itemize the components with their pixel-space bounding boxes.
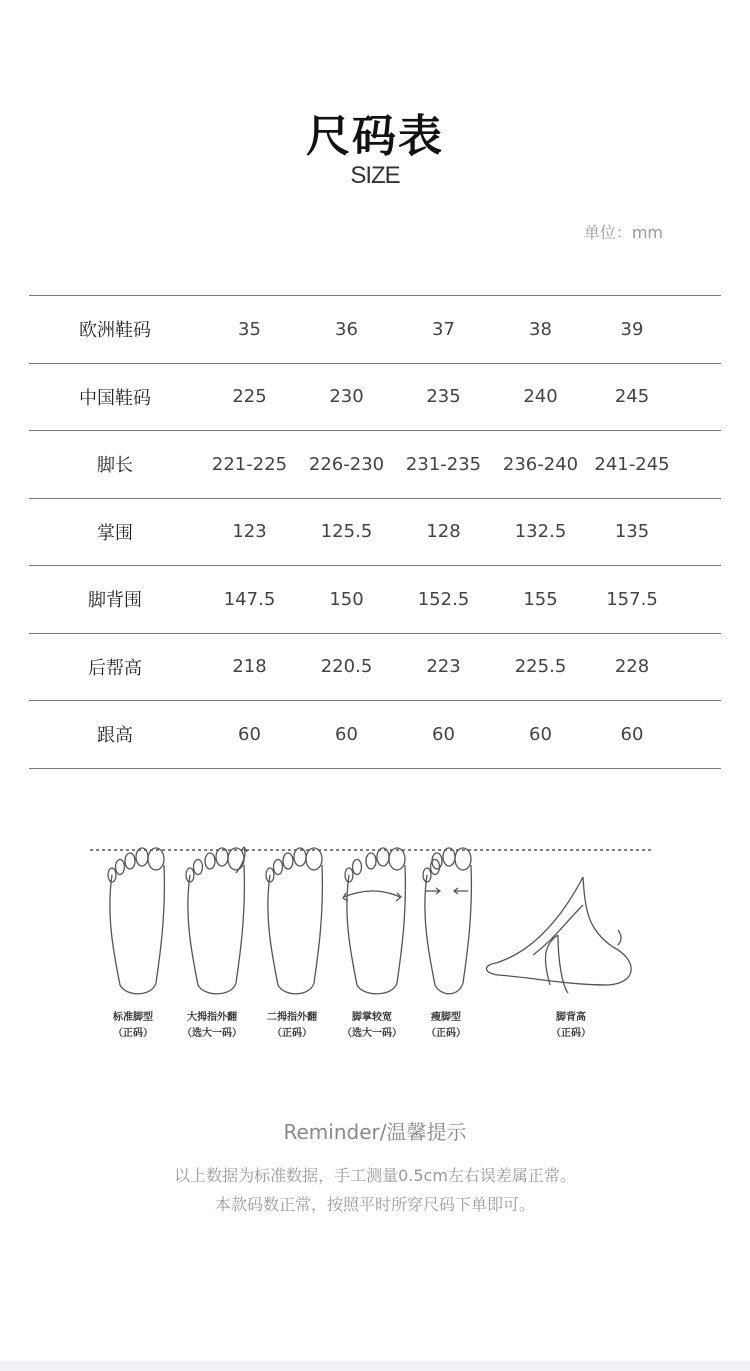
foot-type-name: 二拇指外翻 (267, 1012, 317, 1023)
front-foot-drawing (423, 848, 471, 994)
size-cell: 37 (432, 318, 455, 340)
foot-type-advice: （正码） (551, 1028, 591, 1039)
foot-type-label (406, 1010, 486, 1042)
foot-type-name: 脚背高 (556, 1012, 586, 1023)
size-cell: 236-240 (502, 453, 579, 475)
size-cell: 60 (335, 723, 358, 745)
foot-type-advice: （正码） (426, 1028, 466, 1039)
size-table-row (29, 633, 721, 701)
front-foot-drawing (345, 848, 405, 994)
foot-drawings (88, 835, 658, 1005)
size-cell: 135 (614, 521, 650, 543)
row-label: 后帮高 (88, 657, 142, 679)
size-cell: 225 (232, 386, 267, 408)
size-table-row (29, 363, 721, 431)
size-cell: 241-245 (594, 453, 670, 475)
size-cell: 60 (529, 723, 552, 745)
size-cell: 218 (232, 656, 267, 678)
size-cell: 220.5 (320, 656, 373, 678)
size-table-row (29, 296, 721, 364)
size-cell: 123 (232, 521, 267, 543)
size-cell: 231-235 (405, 453, 482, 475)
unit-note: 单位：mm (583, 223, 663, 242)
foot-type-advice: （正码） (272, 1028, 312, 1039)
bottom-bar (0, 1361, 750, 1371)
page-title: 尺码表 (306, 111, 444, 162)
size-cell: 157.5 (606, 588, 658, 610)
foot-type-name: 标准脚型 (113, 1012, 153, 1023)
foot-type-label (252, 1010, 332, 1042)
size-table-row (29, 566, 721, 634)
size-cell: 230 (329, 386, 364, 408)
size-cell: 60 (432, 723, 455, 745)
row-spacer (675, 701, 721, 769)
page-subtitle: SIZE (350, 162, 400, 189)
foot-type-name: 瘦脚型 (431, 1012, 461, 1023)
reminder-line-2: 本款码数正常，按照平时所穿尺码下单即可。 (214, 1195, 535, 1214)
row-label: 中国鞋码 (79, 387, 151, 409)
size-cell: 36 (335, 318, 358, 340)
row-spacer (675, 566, 721, 634)
foot-type-name: 脚掌较宽 (352, 1012, 392, 1023)
size-table-row (29, 701, 721, 769)
size-cell: 225.5 (514, 656, 567, 678)
size-cell: 228 (614, 656, 650, 678)
row-label: 脚长 (97, 455, 133, 477)
row-spacer (675, 363, 721, 431)
size-table-row (29, 431, 721, 499)
size-cell: 147.5 (223, 588, 276, 610)
size-cell: 38 (529, 318, 552, 340)
foot-type-label (531, 1010, 611, 1042)
size-cell: 235 (426, 386, 461, 408)
size-table (29, 295, 721, 769)
size-cell: 150 (329, 588, 364, 610)
size-cell: 35 (238, 318, 261, 340)
size-cell: 240 (523, 386, 558, 408)
foot-type-advice: （正码） (113, 1028, 153, 1039)
row-label: 欧洲鞋码 (79, 320, 151, 342)
size-cell: 132.5 (514, 521, 567, 543)
row-label: 掌围 (97, 522, 133, 544)
foot-type-advice: （选大一码） (182, 1028, 242, 1039)
front-foot-drawing (266, 848, 322, 994)
foot-type-illustration (88, 835, 658, 1050)
row-spacer (675, 431, 721, 499)
reminder-title: Reminder/温馨提示 (283, 1120, 467, 1144)
row-spacer (675, 296, 721, 364)
size-cell: 39 (620, 318, 644, 340)
size-cell: 155 (523, 588, 558, 610)
row-label: 脚背围 (88, 590, 142, 612)
foot-type-label (93, 1010, 173, 1042)
size-cell: 226-230 (308, 453, 385, 475)
size-cell: 245 (614, 386, 650, 408)
wide-arrow (344, 891, 400, 897)
foot-type-advice: （选大一码） (342, 1028, 402, 1039)
size-cell: 223 (426, 656, 461, 678)
row-spacer (675, 498, 721, 566)
front-foot-drawing (186, 848, 244, 994)
foot-type-name: 大拇指外翻 (187, 1012, 237, 1023)
size-cell: 60 (620, 723, 644, 745)
foot-type-label (332, 1010, 412, 1042)
size-cell: 128 (426, 521, 461, 543)
row-label: 跟高 (97, 725, 133, 747)
foot-type-label (172, 1010, 252, 1042)
size-cell: 221-225 (211, 453, 288, 475)
size-table-row (29, 498, 721, 566)
row-spacer (675, 633, 721, 701)
side-foot-drawing (486, 877, 631, 993)
size-cell: 125.5 (320, 521, 373, 543)
size-cell: 60 (238, 723, 261, 745)
size-cell: 152.5 (417, 588, 470, 610)
front-foot-drawing (108, 848, 164, 994)
reminder-line-1: 以上数据为标准数据，手工测量0.5cm左右误差属正常。 (174, 1166, 576, 1185)
